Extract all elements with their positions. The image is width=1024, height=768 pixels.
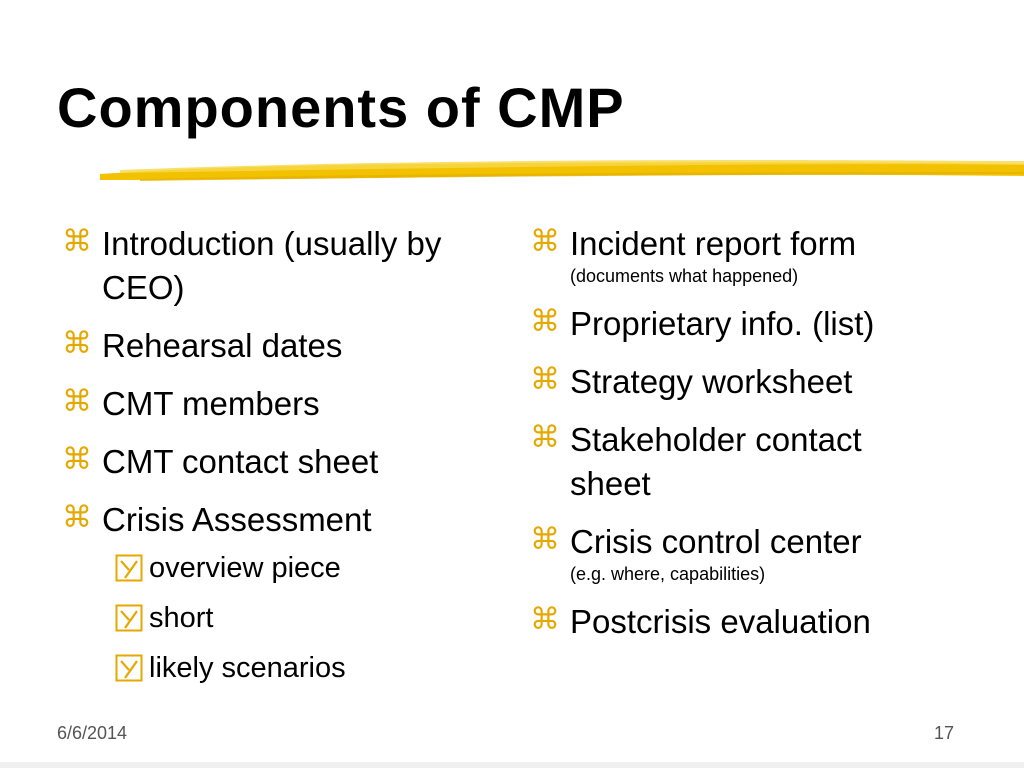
bullet-text: Postcrisis evaluation [570,603,871,640]
command-key-icon: ⌘ [62,326,92,361]
list-item [530,418,1000,506]
command-key-icon: ⌘ [530,522,560,557]
command-key-icon: ⌘ [62,384,92,419]
sub-list-item [115,600,492,636]
command-key-icon: ⌘ [62,500,92,535]
command-key-icon: ⌘ [62,224,92,259]
bottom-divider [0,762,1024,768]
sub-list-item [115,550,492,586]
command-key-icon: ⌘ [62,442,92,477]
bullet-text: Strategy worksheet [570,363,853,400]
list-item [530,360,1000,404]
bullet-text-group [570,222,856,288]
bullet-text: Proprietary info. (list) [570,305,875,342]
list-item [62,324,492,368]
bullet-note: (documents what happened) [570,266,799,286]
list-item [62,440,492,484]
bullet-text: Introduction (usually by CEO) [102,225,442,306]
sub-bullet-text: short [149,602,214,634]
page-number: 17 [934,723,955,743]
command-key-icon: ⌘ [530,602,560,637]
bullet-text: Stakeholder contact sheet [570,421,862,502]
bullet-text: Rehearsal dates [102,327,343,364]
command-key-icon: ⌘ [530,304,560,339]
bullet-text: Crisis Assessment [102,501,372,538]
bullet-text: CMT contact sheet [102,443,379,480]
bullet-text-group [570,520,862,586]
checkbox-y-icon [115,604,143,632]
slide-title: Components of CMP [57,76,625,139]
bullet-note: (e.g. where, capabilities) [570,564,766,584]
checkbox-y-icon [115,654,143,682]
sub-bullet-text: likely scenarios [149,652,346,684]
checkbox-y-icon [115,554,143,582]
bullet-text: CMT members [102,385,320,422]
command-key-icon: ⌘ [530,224,560,259]
list-item [530,600,1000,644]
list-item [530,222,1000,288]
list-item [62,222,492,310]
sub-list-item [115,650,492,686]
list-item [530,302,1000,346]
bullet-text: Crisis control center [570,523,862,560]
title-underline-brushstroke [100,150,1024,190]
bullet-text: Incident report form [570,225,857,262]
footer-date: 6/6/2014 [57,723,128,743]
left-bullet-list [62,222,492,700]
sub-bullet-text: overview piece [149,552,341,584]
command-key-icon: ⌘ [530,362,560,397]
list-item [62,382,492,426]
list-item [62,498,492,542]
command-key-icon: ⌘ [530,420,560,455]
right-bullet-list [530,222,1000,658]
list-item [530,520,1000,586]
